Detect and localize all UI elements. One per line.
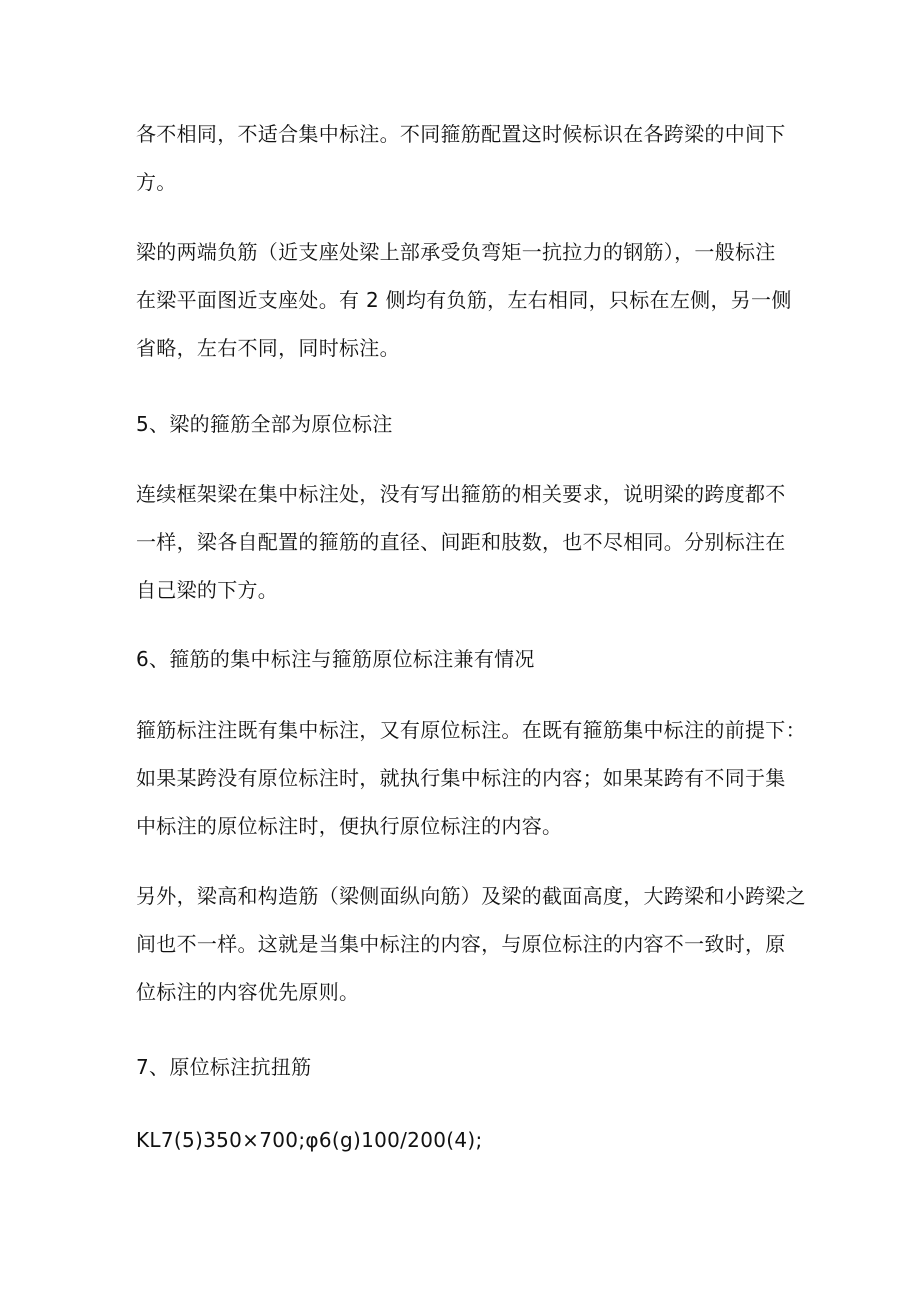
paragraph-1-line-1: 各不相同，不适合集中标注。不同箍筋配置这时候标识在各跨梁的中间下 (136, 122, 786, 146)
paragraph-4-line-1: 箍筋标注注既有集中标注，又有原位标注。在既有箍筋集中标注的前提下： (136, 718, 806, 742)
paragraph-1-line-2: 方。 (136, 170, 177, 194)
section-heading-6: 6、箍筋的集中标注与箍筋原位标注兼有情况 (136, 647, 535, 671)
paragraph-3-line-1: 连续框架梁在集中标注处，没有写出箍筋的相关要求，说明梁的跨度都不 (136, 482, 786, 506)
paragraph-3-line-3: 自己梁的下方。 (136, 578, 279, 602)
paragraph-2-line-2: 在梁平面图近支座处。有 2 侧均有负筋，左右相同，只标在左侧，另一侧 (136, 288, 792, 312)
paragraph-2-line-3: 省略，左右不同，同时标注。 (136, 336, 400, 360)
paragraph-2-line-1: 梁的两端负筋（近支座处梁上部承受负弯矩一抗拉力的钢筋），一般标注 (136, 240, 776, 264)
paragraph-5-line-2: 间也不一样。这就是当集中标注的内容，与原位标注的内容不一致时，原 (136, 932, 786, 956)
section-heading-7: 7、原位标注抗扭筋 (136, 1055, 312, 1079)
paragraph-3-line-2: 一样，梁各自配置的箍筋的直径、间距和肢数，也不尽相同。分别标注在 (136, 530, 786, 554)
paragraph-4-line-3: 中标注的原位标注时，便执行原位标注的内容。 (136, 814, 563, 838)
paragraph-5-line-1: 另外，梁高和构造筋（梁侧面纵向筋）及梁的截面高度，大跨梁和小跨梁之 (136, 884, 806, 908)
paragraph-5-line-3: 位标注的内容优先原则。 (136, 980, 360, 1004)
section-heading-5: 5、梁的箍筋全部为原位标注 (136, 412, 393, 436)
paragraph-4-line-2: 如果某跨没有原位标注时，就执行集中标注的内容；如果某跨有不同于集 (136, 766, 786, 790)
formula-line: KL7(5)350×700;φ6(g)100/200(4); (136, 1128, 483, 1152)
